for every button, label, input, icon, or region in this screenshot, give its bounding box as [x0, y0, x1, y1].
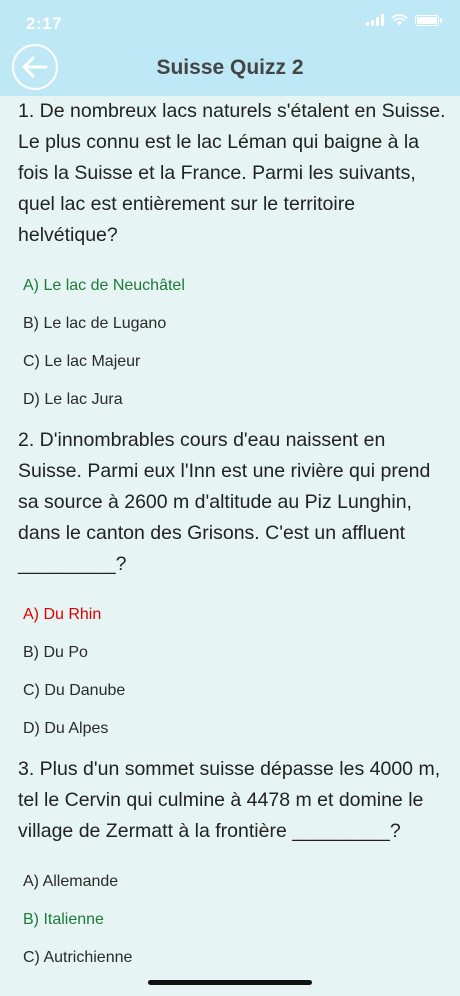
question-block-3 [0, 754, 460, 977]
question-text: 1. De nombreux lacs naturels s'étalent en Suisse. Le plus connu est le lac Léman qui baigne à la fois la Suisse et la France. Parmi les suivants, quel lac est entièrement sur le territoire helvétique? [18, 100, 446, 246]
options-list [23, 267, 460, 419]
option-b[interactable]: B) Le lac de Lugano [23, 315, 167, 332]
question-block-2 [0, 425, 460, 748]
signal-icon [366, 14, 384, 26]
question-text: 3. Plus d'un sommet suisse dépasse les 4000 m, tel le Cervin qui culmine à 4478 m et domine le village de Zermatt à la frontière _________? [18, 758, 441, 842]
quiz-content [0, 96, 460, 983]
option-b[interactable]: B) Italienne [23, 911, 104, 928]
option-d[interactable]: D) Le lac Jura [23, 391, 123, 408]
battery-icon [415, 15, 439, 26]
option-a[interactable]: A) Du Rhin [23, 606, 102, 623]
option-c[interactable]: C) Le lac Majeur [23, 353, 141, 370]
options-list [23, 596, 460, 748]
status-icons [366, 14, 442, 26]
option-d[interactable]: D) Du Alpes [23, 720, 109, 737]
battery-cap [440, 18, 442, 23]
question-text: 2. D'innombrables cours d'eau naissent en Suisse. Parmi eux l'Inn est une rivière qui prend sa source à 2600 m d'altitude au Piz Lunghin, dans le canton des Grisons. C'est un affluent _________? [18, 429, 431, 575]
home-indicator[interactable] [148, 980, 312, 985]
wifi-icon [391, 14, 408, 26]
top-bar [0, 0, 460, 96]
page-title: Suisse Quizz 2 [156, 56, 304, 79]
question-block-1 [0, 96, 460, 419]
option-c[interactable]: C) Autrichienne [23, 949, 133, 966]
option-a[interactable]: A) Le lac de Neuchâtel [23, 277, 185, 294]
option-b[interactable]: B) Du Po [23, 644, 88, 661]
option-c[interactable]: C) Du Danube [23, 682, 126, 699]
option-a[interactable]: A) Allemande [23, 873, 119, 890]
status-time: 2:17 [26, 14, 63, 33]
options-list [23, 863, 460, 977]
